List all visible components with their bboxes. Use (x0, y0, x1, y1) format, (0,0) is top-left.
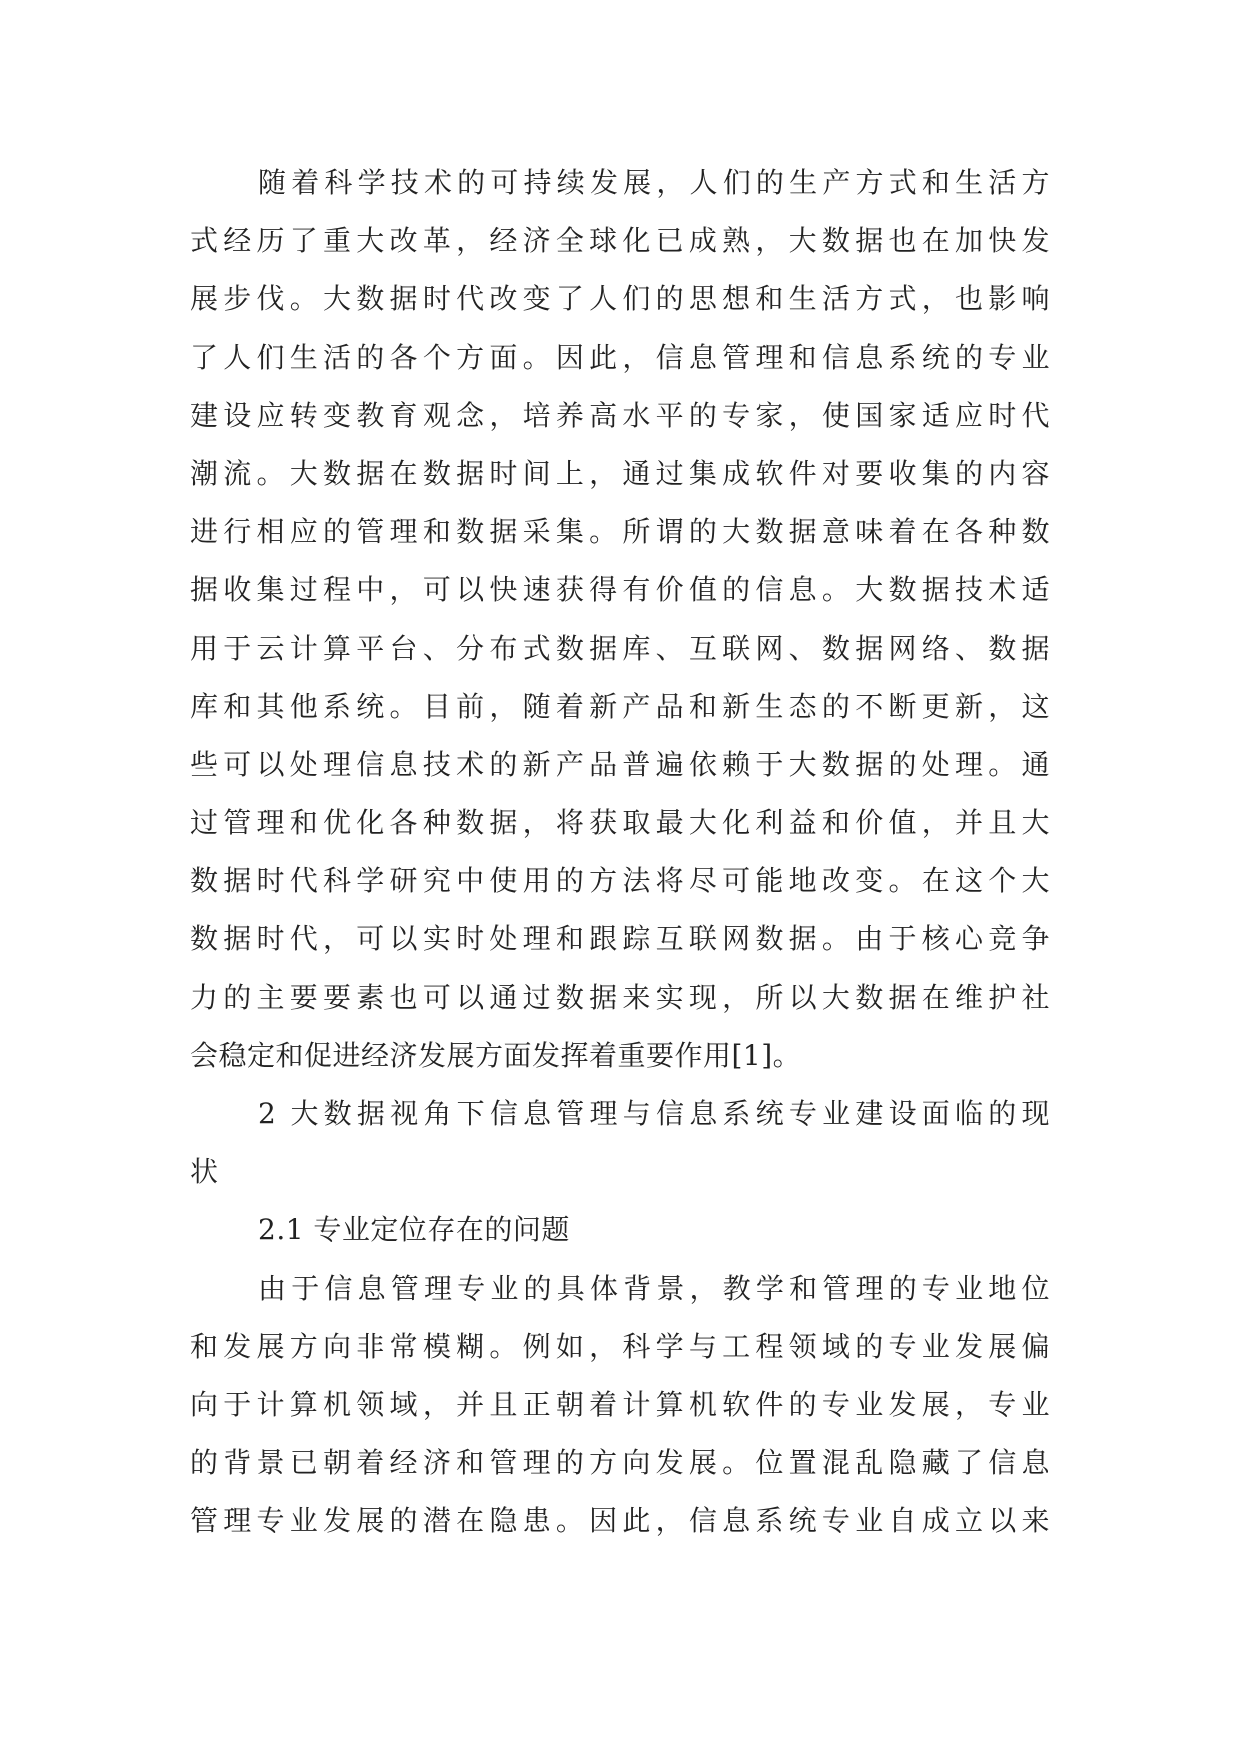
document-page (190, 154, 1050, 1551)
text-line: 力的主要要素也可以通过数据来实现，所以大数据在维护社 (190, 980, 1050, 1014)
text-line: 的背景已朝着经济和管理的方向发展。位置混乱隐藏了信息 (190, 1446, 1050, 1480)
text-line: 据收集过程中，可以快速获得有价值的信息。大数据技术适 (190, 573, 1050, 607)
text-line: 由于信息管理专业的具体背景，教学和管理的专业地位 (258, 1271, 1050, 1305)
text-line: 库和其他系统。目前，随着新产品和新生态的不断更新，这 (190, 689, 1050, 723)
body-paragraph (190, 154, 1050, 1085)
text-line: 向于计算机领域，并且正朝着计算机软件的专业发展，专业 (190, 1387, 1050, 1421)
text-line: 进行相应的管理和数据采集。所谓的大数据意味着在各种数 (190, 515, 1050, 549)
text-line: 过管理和优化各种数据，将获取最大化利益和价值，并且大 (190, 806, 1050, 840)
subsection-heading (190, 1201, 1050, 1259)
text-line: 数据时代科学研究中使用的方法将尽可能地改变。在这个大 (190, 864, 1050, 898)
text-line: 管理专业发展的潜在隐患。因此，信息系统专业自成立以来 (190, 1504, 1050, 1538)
text-line: 展步伐。大数据时代改变了人们的思想和生活方式，也影响 (190, 282, 1050, 316)
text-line: 建设应转变教育观念，培养高水平的专家，使国家适应时代 (190, 398, 1050, 432)
text-line: 用于云计算平台、分布式数据库、互联网、数据网络、数据 (190, 631, 1050, 665)
text-line: 随着科学技术的可持续发展，人们的生产方式和生活方 (258, 166, 1050, 199)
text-line: 和发展方向非常模糊。例如，科学与工程领域的专业发展偏 (190, 1329, 1050, 1363)
subsection-heading-line: 2.1 专业定位存在的问题 (258, 1213, 570, 1247)
body-paragraph (190, 1260, 1050, 1551)
text-line: 式经历了重大改革，经济全球化已成熟，大数据也在加快发 (190, 224, 1050, 258)
text-line-with-citation: 会稳定和促进经济发展方面发挥着重要作用[1]。 (190, 1038, 802, 1072)
text-line: 些可以处理信息技术的新产品普遍依赖于大数据的处理。通 (190, 747, 1050, 781)
text-line: 潮流。大数据在数据时间上，通过集成软件对要收集的内容 (190, 456, 1050, 490)
section-heading-line: 状 (190, 1155, 219, 1189)
text-line: 了人们生活的各个方面。因此，信息管理和信息系统的专业 (190, 340, 1050, 374)
section-heading (190, 1085, 1050, 1201)
section-heading-line: 2 大数据视角下信息管理与信息系统专业建设面临的现 (258, 1097, 1050, 1130)
text-line: 数据时代，可以实时处理和跟踪互联网数据。由于核心竞争 (190, 922, 1050, 956)
